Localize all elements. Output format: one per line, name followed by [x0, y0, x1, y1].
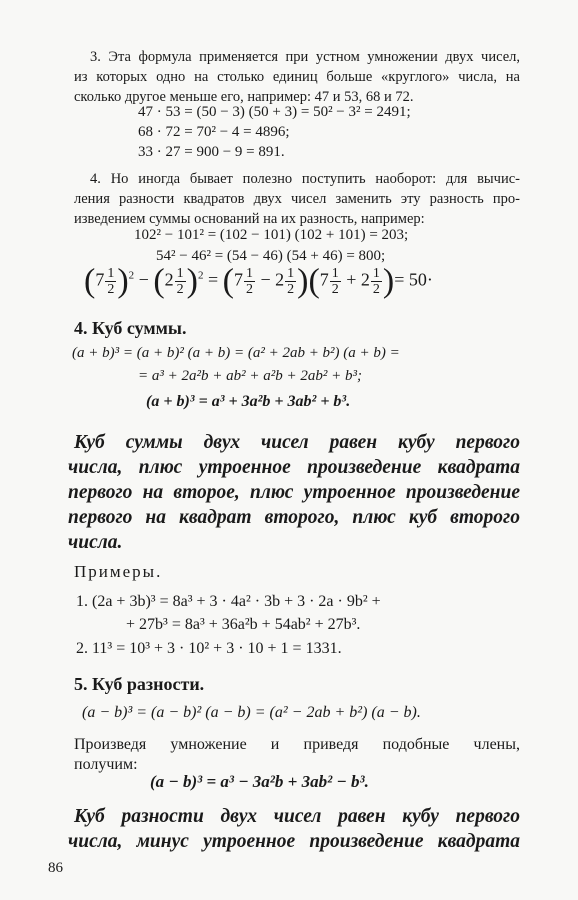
rule-line: Куб суммы двух чисел равен кубу первого [74, 432, 520, 453]
example-line: 1. (2a + 3b)³ = 8a³ + 3 · 4a² · 3b + 3 · 2a · 9b² + [76, 593, 381, 610]
equation: 54² − 46² = (54 − 46) (54 + 46) = 800; [156, 248, 386, 264]
paragraph-line: 3. Эта формула применяется при устном умножении двух чисел, [90, 49, 520, 65]
rule-line: числа. [68, 532, 123, 553]
paragraph-line: сколько другое меньше его, например: 47 и 53, 68 и 72. [74, 89, 414, 105]
page-number: 86 [48, 860, 63, 876]
example-line: 2. 11³ = 10³ + 3 · 10² + 3 · 10 + 1 = 1331. [76, 640, 342, 657]
equation: (a − b)³ = (a − b)² (a − b) = (a² − 2ab + b²) (a − b). [82, 704, 421, 721]
rule-line: первого на квадрат второго, плюс куб второго [68, 507, 520, 528]
example-line: + 27b³ = 8a³ + 36a²b + 54ab² + 27b³. [126, 616, 361, 633]
paragraph-line: изведением суммы оснований на их разность, например: [74, 211, 425, 227]
section-heading: 4. Куб суммы. [74, 318, 187, 338]
fraction-equation: (7 $\frac{1}{2}$ )$^2$ − (2 $\frac{1}{2}$ )$^2$ = (7 $\frac{1}{2}$ − 2 $\frac{1}{2}$ )(7 $\frac{1}{2}$ + 2 $\frac{1}{2}$ )= 50· [84, 262, 433, 300]
paragraph-line: получим: [74, 756, 138, 773]
examples-label: Примеры. [74, 562, 163, 581]
rule-line: первого на второе, плюс утроенное произведение [68, 482, 520, 503]
section-heading: 5. Куб разности. [74, 674, 205, 694]
equation: 47 · 53 = (50 − 3) (50 + 3) = 50² − 3² = 2491; [138, 104, 411, 120]
equation: (a + b)³ = (a + b)² (a + b) = (a² + 2ab + b²) (a + b) = [72, 345, 400, 361]
rule-line: числа, плюс утроенное произведение квадрата [68, 457, 520, 478]
paragraph-line: 4. Но иногда бывает полезно поступить наоборот: для вычис- [90, 171, 520, 187]
equation: 33 · 27 = 900 − 9 = 891. [138, 144, 285, 160]
paragraph-line: Произведя умножение и приведя подобные члены, [74, 736, 520, 753]
equation: 102² − 101² = (102 − 101) (102 + 101) = 203; [134, 227, 409, 243]
rule-line: числа, минус утроенное произведение квадрата [68, 831, 520, 852]
paragraph-line: ления разности квадратов двух чисел заменить эту разность про- [74, 191, 520, 207]
equation: 68 · 72 = 70² − 4 = 4896; [138, 124, 290, 140]
equation: = a³ + 2a²b + ab² + a²b + 2ab² + b³; [138, 368, 362, 384]
equation-result: (a − b)³ = a³ − 3a²b + 3ab² − b³. [150, 772, 369, 791]
rule-line: Куб разности двух чисел равен кубу первого [74, 806, 520, 827]
paragraph-line: из которых одно на столько единиц больше «круглого» числа, на [74, 69, 520, 85]
equation-result: (a + b)³ = a³ + 3a²b + 3ab² + b³. [146, 393, 351, 410]
